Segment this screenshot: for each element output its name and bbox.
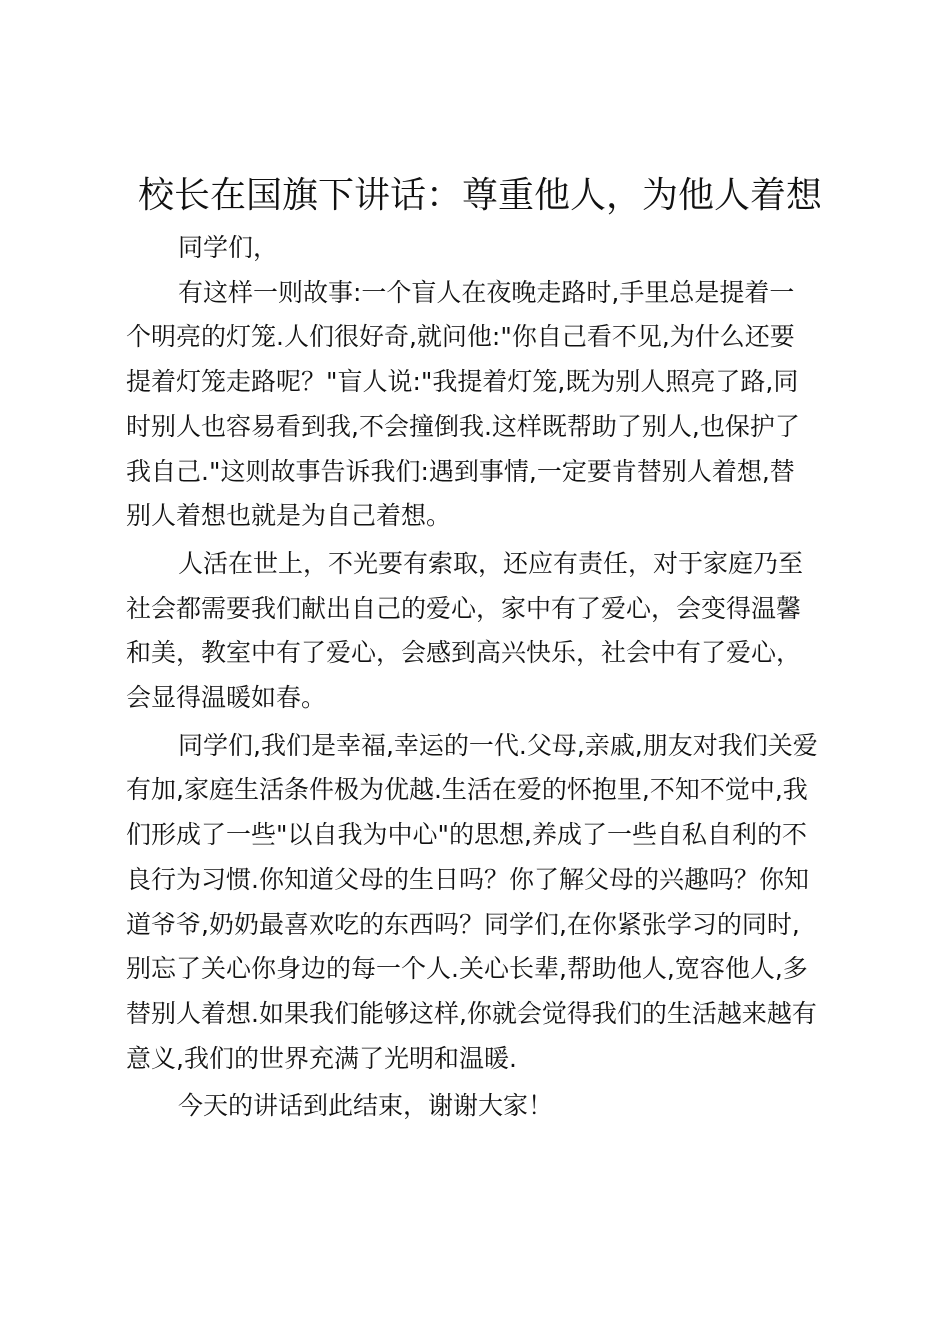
text-line: 替别人着想.如果我们能够这样,你就会觉得我们的生活越来越有 [126, 998, 817, 1028]
text-line: 和美，教室中有了爱心，会感到高兴快乐，社会中有了爱心， [126, 638, 802, 668]
text-line: 个明亮的灯笼.人们很好奇,就问他:"你自己看不见,为什么还要 [126, 322, 795, 352]
text-line: 提着灯笼走路呢？"盲人说:"我提着灯笼,既为别人照亮了路,同 [126, 367, 799, 397]
students-paragraph [126, 724, 836, 1082]
story-paragraph [126, 271, 836, 539]
closing-line: 今天的讲话到此结束，谢谢大家！ [178, 1091, 554, 1121]
document-title: 校长在国旗下讲话：尊重他人，为他人着想 [137, 175, 822, 216]
closing-paragraph [126, 1084, 836, 1129]
text-line: 别忘了关心你身边的每一个人.关心长辈,帮助他人,宽容他人,多 [126, 954, 808, 984]
text-line: 会显得温暖如春。 [126, 683, 327, 713]
text-line: 我自己."这则故事告诉我们:遇到事情,一定要肯替别人着想,替 [126, 456, 795, 486]
text-line: 人活在世上，不光要有索取，还应有责任，对于家庭乃至 [178, 548, 804, 578]
text-line: 良行为习惯.你知道父母的生日吗？你了解父母的兴趣吗？你知 [126, 864, 809, 894]
text-line: 同学们,我们是幸福,幸运的一代.父母,亲戚,朋友对我们关爱 [178, 730, 818, 760]
text-line: 们形成了一些"以自我为中心"的思想,养成了一些自私自利的不 [126, 820, 807, 850]
text-line: 道爷爷,奶奶最喜欢吃的东西吗？同学们,在你紧张学习的同时, [126, 909, 800, 939]
text-line: 有这样一则故事:一个盲人在夜晚走路时,手里总是提着一 [178, 277, 795, 307]
document-body [126, 226, 836, 1129]
text-line: 有加,家庭生活条件极为优越.生活在爱的怀抱里,不知不觉中,我 [126, 775, 808, 805]
text-line: 意义,我们的世界充满了光明和温暖. [126, 1043, 517, 1073]
text-line: 别人着想也就是为自己着想。 [126, 501, 452, 531]
responsibility-paragraph [126, 542, 836, 721]
greeting-paragraph [126, 226, 836, 271]
text-line: 时别人也容易看到我,不会撞倒我.这样既帮助了别人,也保护了 [126, 411, 800, 441]
text-line: 社会都需要我们献出自己的爱心，家中有了爱心，会变得温馨 [126, 593, 802, 623]
greeting-line: 同学们， [178, 233, 279, 262]
